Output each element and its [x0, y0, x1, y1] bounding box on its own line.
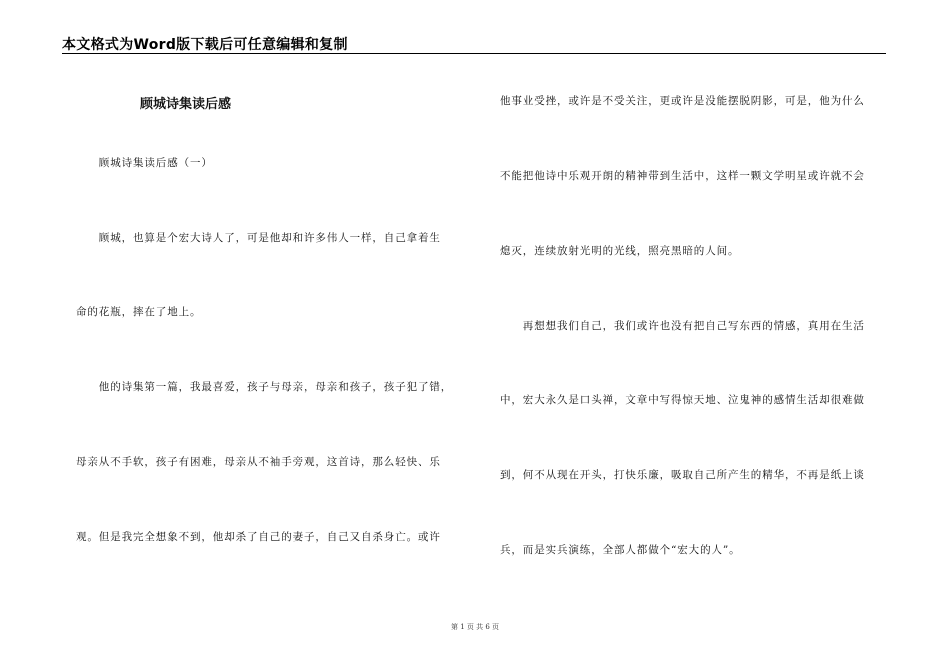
left-line-2: 顾城，也算是个宏大诗人了，可是他却和许多伟人一样，自己拿着生 — [76, 232, 441, 244]
right-line-5: 中，宏大永久是口头禅，文章中写得惊天地、泣鬼神的感情生活却很难做 — [500, 394, 865, 406]
document-title: 顾城诗集读后感 — [140, 97, 232, 112]
header-divider — [62, 53, 886, 54]
right-line-4: 再想想我们自己，我们或许也没有把自己写东西的情感，真用在生活 — [500, 320, 865, 332]
right-line-7: 兵，而是实兵演练，全部人都做个“宏大的人”。 — [500, 544, 741, 556]
left-line-1: 顾城诗集读后感（一） — [76, 157, 213, 169]
left-line-3: 命的花瓶，摔在了地上。 — [76, 306, 202, 318]
page-header-title: 本文格式为Word版下载后可任意编辑和复制 — [62, 37, 348, 53]
page-number-footer: 第 1 页 共 6 页 — [450, 623, 500, 631]
right-line-3: 熄灭，连续放射光明的光线，照亮黑暗的人间。 — [500, 245, 740, 257]
left-line-5: 母亲从不手软，孩子有困难，母亲从不袖手旁观，这首诗，那么轻快、乐 — [76, 456, 441, 468]
right-line-1: 他事业受挫，或许是不受关注，更或许是没能摆脱阴影，可是，他为什么 — [500, 95, 865, 107]
right-line-2: 不能把他诗中乐观开朗的精神带到生活中，这样一颗文学明星或许就不会 — [500, 170, 865, 182]
left-line-4: 他的诗集第一篇，我最喜爱，孩子与母亲，母亲和孩子，孩子犯了错， — [76, 381, 453, 393]
left-line-6: 观。但是我完全想象不到，他却杀了自己的妻子，自己又自杀身亡。或许 — [76, 531, 441, 543]
right-line-6: 到，何不从现在开头，打快乐廉，吸取自己所产生的精华，不再是纸上谈 — [500, 469, 865, 481]
